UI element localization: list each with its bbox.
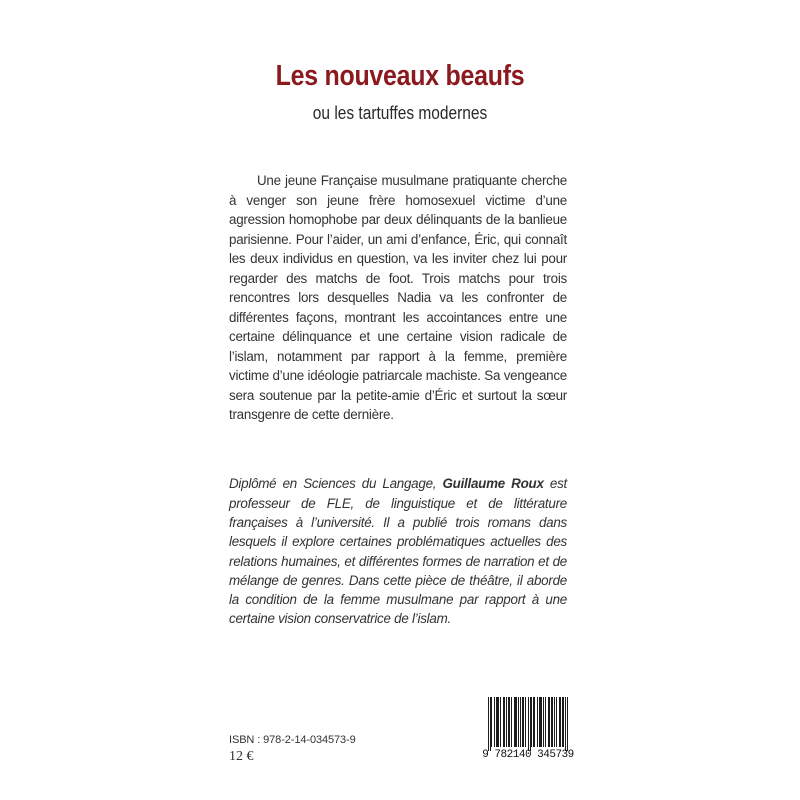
book-title: Les nouveaux beaufs [275, 60, 525, 92]
barcode-bar [518, 697, 519, 747]
barcode-bar [549, 697, 550, 747]
barcode-bar [565, 697, 566, 751]
barcode-bar [497, 697, 498, 747]
barcode-bar [539, 697, 540, 747]
barcode-bar [560, 697, 561, 747]
barcode-bar [562, 697, 563, 747]
author-name: Guillaume Roux [442, 476, 544, 492]
barcode-bar [531, 697, 532, 747]
price-label: 12 € [229, 749, 254, 764]
barcode-bar [506, 697, 507, 747]
barcode-bar [552, 697, 553, 747]
barcode-bar [541, 697, 542, 747]
barcode-bar [540, 697, 541, 747]
barcode-bar [545, 697, 546, 747]
barcode-bar [556, 697, 557, 747]
barcode-bar [548, 697, 549, 747]
barcode-bar [534, 697, 535, 747]
barcode-bar [498, 697, 499, 747]
barcode-bar [522, 697, 523, 747]
barcode-bar [496, 697, 497, 747]
barcode-bar [567, 697, 568, 751]
back-cover-blurb: Une jeune Française musulmane pratiquante cherche à venger son jeune frère homosexuel victime d’une agression homophobe par deux délinquants de la banlieue parisienne. Pour l’aider, un ami d’enfance, Éric, qui connaît les deux individus en question, va les inviter chez lui pour regarder des matchs de foot. Trois matchs pour trois rencontres lors desquelles Nadia va les confronter de différentes façons, montrant les accointances entre une certaine délinquance et une certaine vision radicale de l’islam, notamment par rapport à la femme, première victime d’une idéologie patriarcale machiste. Sa vengeance sera soutenue par la petite-amie d’Éric et surtout la sœur transgenre de cette dernière. [229, 173, 567, 423]
barcode-bar [500, 697, 501, 747]
barcode-bar [504, 697, 505, 747]
barcode-bar [563, 697, 564, 747]
barcode-bar [488, 697, 489, 751]
barcode-bar [515, 697, 516, 747]
barcode-bar [554, 697, 555, 747]
author-bio-lead: Diplômé en Sciences du Langage, [229, 476, 443, 492]
isbn-label: ISBN : 978-2-14-034573-9 [229, 734, 356, 746]
barcode-bar [533, 697, 534, 747]
barcode-bar [509, 697, 510, 747]
barcode-bar [520, 697, 521, 747]
author-bio [229, 474, 567, 628]
barcode-bar [516, 697, 517, 747]
barcode-bar [508, 697, 509, 747]
barcode-digits: 9 782140 345739 [482, 749, 574, 761]
barcode-bar [559, 697, 560, 747]
barcode-bar [528, 697, 529, 751]
barcode-bar [503, 697, 504, 747]
barcode-bar [551, 697, 552, 747]
barcode-bar [523, 697, 524, 747]
barcode-bar [490, 697, 491, 751]
barcode-bar [525, 697, 526, 747]
barcode [488, 697, 568, 755]
barcode-bars-icon [488, 697, 568, 751]
barcode-bar [530, 697, 531, 751]
barcode-bar [537, 697, 538, 747]
barcode-bar [511, 697, 512, 747]
book-subtitle: ou les tartuffes modernes [312, 103, 488, 123]
barcode-bar [543, 697, 544, 747]
barcode-bar [514, 697, 515, 747]
barcode-bar [494, 697, 495, 747]
barcode-bar [491, 697, 492, 747]
author-bio-rest: est professeur de FLE, de linguistique et de littérature françaises à l’université. Il a publié trois romans dans lesquels il explore certaines problématiques actuelles des relations humaines, et différentes formes de narration et de mélange de genres. Dans cette pièce de théâtre, il aborde la condition de la femme musulmane par rapport à une certaine vision conservatrice de l’islam. [229, 476, 567, 627]
